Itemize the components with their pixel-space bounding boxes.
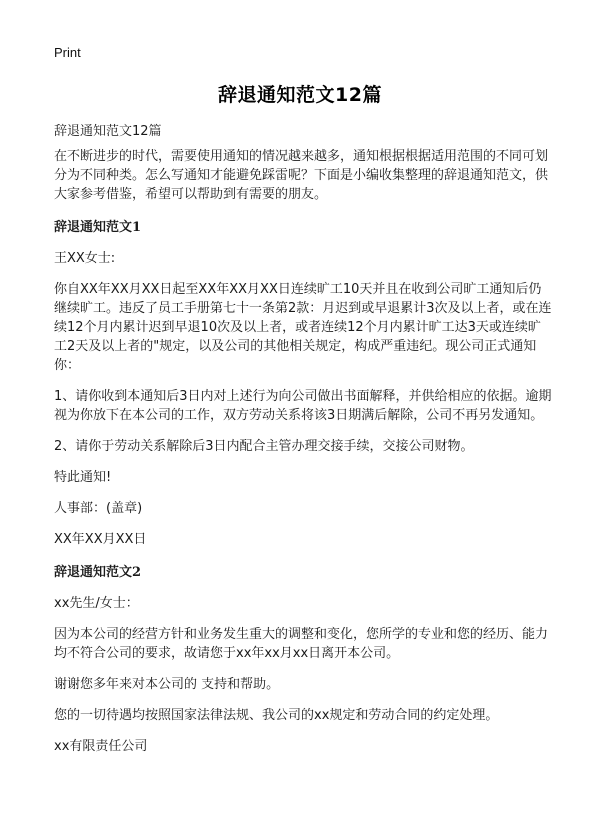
section1-salutation: 王XX女士: bbox=[54, 251, 116, 266]
section2-body: 因为本公司的经营方针和业务发生重大的调整和变化，您所学的专业和您的经历、能力均不符合公司的要求，故请您于xx年xx月xx日离开本公司。 bbox=[54, 627, 549, 661]
section2-thanks: 谢谢您多年来对本公司的 支持和帮助。 bbox=[54, 677, 280, 692]
section2-salutation: xx先生/女士： bbox=[54, 596, 139, 611]
intro-paragraph: 在不断进步的时代，需要使用通知的情况越来越多，通知根据根据适用范围的不同可划分为不同种类。怎么写通知才能避免踩雷呢？下面是小编收集整理的辞退通知范文，供大家参考借鉴，希望可以帮助到有需要的朋友。 bbox=[54, 149, 549, 202]
section2-heading: 辞退通知范文2 bbox=[54, 565, 142, 580]
section2-company: xx有限责任公司 bbox=[54, 739, 148, 754]
print-label: Print bbox=[54, 45, 81, 60]
section1-signature: 人事部：(盖章) bbox=[54, 501, 143, 516]
section1-body: 你自XX年XX月XX日起至XX年XX月XX日连续旷工10天并且在收到公司旷工通知后仍继续旷工。违反了员工手册第七十一条第2款：月迟到或早退累计3次及以上者，或在连续12个月内累计迟到早退10次及以上者，或者连续12个月内累计旷工达3天或连续旷工2天及以上者的"规定，以及公司的其他相关规定，构成严重违纪。现公司正式通知你： bbox=[54, 282, 552, 373]
document-title: 辞退通知范文12篇 bbox=[218, 84, 382, 106]
section1-item1: 1、请你收到本通知后3日内对上述行为向公司做出书面解释，并供给相应的依据。逾期视为你放下在本公司的工作，双方劳动关系将该3日期满后解除，公司不再另发通知。 bbox=[54, 389, 552, 423]
document-subtitle: 辞退通知范文12篇 bbox=[54, 124, 162, 139]
section1-date: XX年XX月XX日 bbox=[54, 532, 147, 547]
section1-closing: 特此通知! bbox=[54, 470, 112, 485]
section1-heading: 辞退通知范文1 bbox=[54, 220, 142, 235]
section1-item2: 2、请你于劳动关系解除后3日内配合主管办理交接手续，交接公司财物。 bbox=[54, 439, 474, 454]
document-body bbox=[54, 122, 552, 768]
section2-treatment: 您的一切待遇均按照国家法律法规、我公司的xx规定和劳动合同的约定处理。 bbox=[54, 708, 499, 723]
